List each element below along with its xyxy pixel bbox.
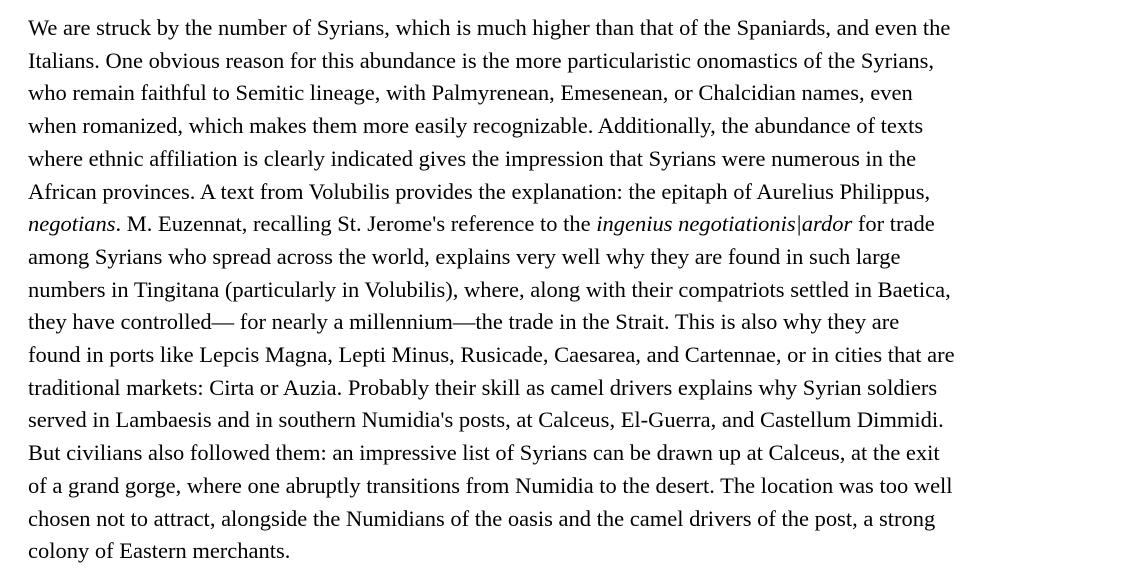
text-line-14: But civilians also followed them: an impressive list of Syrians can be drawn up at Calceus, at the exit (28, 440, 940, 466)
body-paragraph (28, 12, 1128, 568)
text-segment: for trade (852, 211, 935, 237)
text-line-13: served in Lambaesis and in southern Numidia's posts, at Calceus, El-Guerra, and Castellum Dimmidi. (28, 407, 944, 433)
text-line-1: We are struck by the number of Syrians, which is much higher than that of the Spaniards, and even the (28, 15, 951, 40)
text-line-12: traditional markets: Cirta or Auzia. Probably their skill as camel drivers explains why Syrian soldiers (28, 374, 938, 400)
text-line-9: numbers in Tingitana (particularly in Volubilis), where, along with their compatriots settled in Baetica, (28, 276, 951, 302)
text-line-16: chosen not to attract, alongside the Numidians of the oasis and the camel drivers of the post, a strong (28, 505, 936, 531)
text-line-10: they have controlled— for nearly a millennium—the trade in the Strait. This is also why they are (28, 309, 900, 335)
italic-quote-latin: ingenius negotiationis|ardor (596, 211, 853, 237)
text-line-11: found in ports like Lepcis Magna, Lepti Minus, Rusicade, Caesarea, and Cartennae, or in cities that are (28, 342, 955, 368)
text-segment: . M. Euzennat, recalling St. Jerome's reference to the (115, 211, 597, 237)
text-line-17: colony of Eastern merchants. (28, 538, 291, 564)
italic-term-negotians: negotians (28, 211, 116, 237)
text-line-8: among Syrians who spread across the world, explains very well why they are found in such large (28, 243, 901, 269)
text-line-15: of a grand gorge, where one abruptly transitions from Numidia to the desert. The location was too well (28, 472, 953, 498)
text-line-6: African provinces. A text from Volubilis provides the explanation: the epitaph of Aurelius Philippus, (28, 178, 931, 204)
text-line-7 (28, 208, 1128, 241)
document-page (28, 12, 1128, 568)
text-line-3: who remain faithful to Semitic lineage, with Palmyrenean, Emesenean, or Chalcidian names, even (28, 80, 913, 106)
text-line-5: where ethnic affiliation is clearly indicated gives the impression that Syrians were numerous in the (28, 145, 917, 171)
text-line-2: Italians. One obvious reason for this abundance is the more particularistic onomastics of the Syrians, (28, 47, 935, 73)
text-line-4: when romanized, which makes them more easily recognizable. Additionally, the abundance of texts (28, 113, 924, 139)
